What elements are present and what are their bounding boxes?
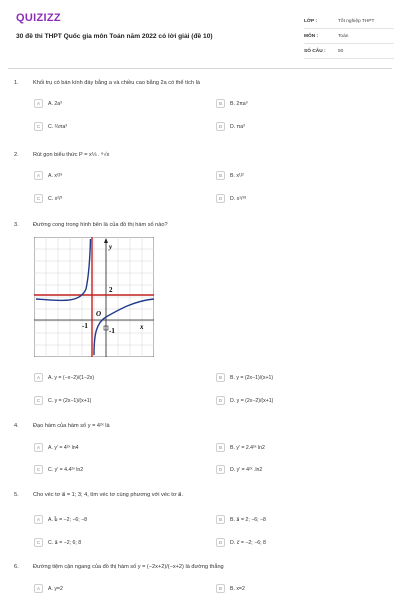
option-b[interactable] xyxy=(216,583,245,594)
option-text: D. y = (2x−2)/(x+1) xyxy=(230,397,274,404)
option-letter-box: D xyxy=(216,122,225,131)
option-c[interactable] xyxy=(34,464,83,475)
question-number: 4. xyxy=(14,423,19,429)
header xyxy=(0,0,400,65)
option-letter-box: B xyxy=(216,584,225,593)
option-letter-box: B xyxy=(216,373,225,382)
option-letter-box: A xyxy=(34,99,43,108)
meta-row-subject xyxy=(304,29,394,44)
option-c[interactable] xyxy=(34,395,91,406)
origin-label: O xyxy=(96,310,102,318)
option-text: C. y = (2x−1)/(x+1) xyxy=(48,397,92,404)
meta-value: 50 xyxy=(338,48,344,54)
option-text: B. x=2 xyxy=(230,585,245,592)
option-text: D. y' = 4²ˣ .ln2 xyxy=(230,466,263,473)
question-text: Rút gọn biểu thức P = x⅓ . ⁶√x xyxy=(33,152,110,158)
x-label: x xyxy=(140,323,144,331)
tick-2: 2 xyxy=(109,286,113,294)
meta-value: Toán xyxy=(338,33,349,39)
option-c[interactable] xyxy=(34,121,67,132)
meta-value: Tốt nghiệp THPT xyxy=(338,18,375,24)
question-number: 1. xyxy=(14,80,19,86)
option-a[interactable] xyxy=(34,170,62,181)
option-a[interactable] xyxy=(34,372,94,383)
option-text: B. y' = 2.4²ˣ ln2 xyxy=(230,444,265,451)
option-letter-box: D xyxy=(216,465,225,474)
option-letter-box: C xyxy=(34,194,43,203)
meta-panel xyxy=(304,14,394,59)
option-text: D. x¹/¹⁸ xyxy=(230,195,247,202)
tick-neg1-x: -1 xyxy=(82,322,88,330)
meta-key: LỚP : xyxy=(304,18,318,24)
option-a[interactable] xyxy=(34,98,62,109)
option-letter-box: A xyxy=(34,171,43,180)
option-letter-box: C xyxy=(34,465,43,474)
option-c[interactable] xyxy=(34,193,62,204)
option-text: C. y' = 4.4²ˣ ln2 xyxy=(48,466,84,473)
y-label: y xyxy=(109,243,113,251)
question-number: 2. xyxy=(14,152,19,158)
option-b[interactable] xyxy=(216,98,247,109)
option-letter-box: A xyxy=(34,584,43,593)
question-text: Khối trụ có bán kính đáy bằng a và chiều cao bằng 2a có thể tích là xyxy=(33,80,200,86)
question-text: Cho véc tơ a⃗ = 1; 3; 4, tìm véc tơ cùng phương với véc tơ a⃗. xyxy=(33,492,184,498)
option-b[interactable] xyxy=(216,170,244,181)
option-letter-box: D xyxy=(216,538,225,547)
meta-key: MÔN : xyxy=(304,33,319,39)
meta-row-count xyxy=(304,44,394,59)
page-title: 30 đề thi THPT Quốc gia môn Toán năm 2022 có lời giải (đề 10) xyxy=(16,33,213,40)
option-letter-box: B xyxy=(216,443,225,452)
option-b[interactable] xyxy=(216,514,266,525)
option-c[interactable] xyxy=(34,537,81,548)
option-text: D. πa³ xyxy=(230,123,245,130)
quizizz-logo: QUIZIZZ xyxy=(16,12,61,24)
option-text: A. 2a³ xyxy=(48,100,62,107)
option-text: D. c⃗ = −2; −6; 8 xyxy=(230,539,266,546)
option-text: A. y' = 4²ˣ ln4 xyxy=(48,444,79,451)
option-d[interactable] xyxy=(216,395,273,406)
option-b[interactable] xyxy=(216,442,265,453)
option-a[interactable] xyxy=(34,583,63,594)
meta-key: SỐ CÂU : xyxy=(304,48,326,54)
option-a[interactable] xyxy=(34,514,87,525)
option-letter-box: D xyxy=(216,396,225,405)
question-text: Đường cong trong hình bên là của đồ thị hàm số nào? xyxy=(33,222,168,228)
option-text: C. ⅔πa³ xyxy=(48,123,68,130)
option-d[interactable] xyxy=(216,537,266,548)
option-a[interactable] xyxy=(34,442,79,453)
option-letter-box: C xyxy=(34,396,43,405)
option-letter-box: C xyxy=(34,538,43,547)
option-letter-box: B xyxy=(216,515,225,524)
option-d[interactable] xyxy=(216,193,246,204)
option-letter-box: B xyxy=(216,99,225,108)
option-d[interactable] xyxy=(216,121,245,132)
question-text: Đường tiệm cận ngang của đồ thị hàm số y = (−2x+2)/(−x+2) là đường thẳng xyxy=(33,564,224,570)
option-text: B. y = (2x−1)/(x+1) xyxy=(230,374,274,381)
option-text: C. a⃗ = −2; 6; 8 xyxy=(48,539,82,546)
option-letter-box: C xyxy=(34,122,43,131)
question-number: 3. xyxy=(14,222,19,228)
option-text: B. 2πa³ xyxy=(230,100,248,107)
option-text: A. y=2 xyxy=(48,585,63,592)
header-divider xyxy=(8,68,392,69)
option-text: C. x²/³ xyxy=(48,195,63,202)
option-letter-box: A xyxy=(34,443,43,452)
option-letter-box: A xyxy=(34,373,43,382)
option-text: B. x¹/² xyxy=(230,172,244,179)
option-text: A. b⃗ = −2; −6; −8 xyxy=(48,516,88,523)
option-b[interactable] xyxy=(216,372,273,383)
question-number: 5. xyxy=(14,492,19,498)
meta-row-class xyxy=(304,14,394,29)
option-text: B. a⃗ = 2; −6; −8 xyxy=(230,516,266,523)
question-text: Đạo hàm của hàm số y = 4²ˣ là xyxy=(33,423,110,429)
option-d[interactable] xyxy=(216,464,262,475)
tick-neg1-y: -1 xyxy=(109,327,115,335)
option-letter-box: D xyxy=(216,194,225,203)
option-text: A. y = (−x−2)/(1−2x) xyxy=(48,374,95,381)
function-graph xyxy=(34,237,154,357)
option-letter-box: B xyxy=(216,171,225,180)
option-letter-box: A xyxy=(34,515,43,524)
option-text: A. x²/⁹ xyxy=(48,172,63,179)
question-number: 6. xyxy=(14,564,19,570)
